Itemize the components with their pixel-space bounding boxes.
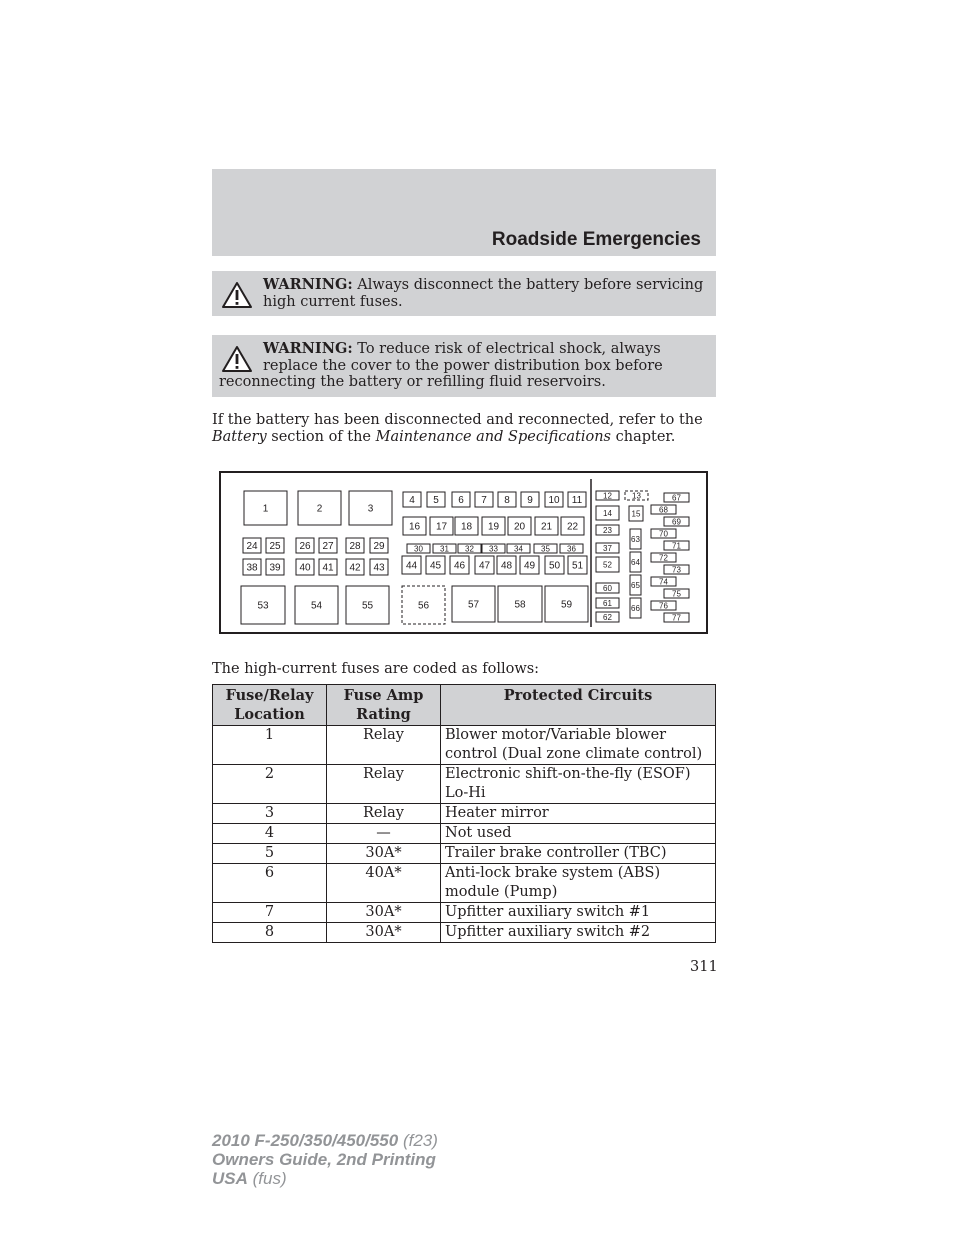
- fuse-slot-label: 46: [453, 560, 466, 572]
- fuse-slot-label: 19: [487, 521, 500, 533]
- fuse-slot-30: [407, 544, 430, 553]
- fuse-slot-label: 42: [349, 562, 361, 574]
- fuse-slot-label: 66: [631, 603, 640, 613]
- fuse-slot-39: [266, 559, 284, 575]
- fuse-slot-6: [452, 492, 470, 507]
- fuse-slot-55: [346, 586, 389, 624]
- fuse-slot-52: [596, 557, 619, 572]
- fuse-location-cell: 8: [213, 923, 327, 943]
- fuse-slot-label: 31: [440, 544, 449, 554]
- fuse-slot-45: [426, 556, 445, 574]
- fuse-slot-27: [319, 538, 337, 553]
- protected-circuit-cell: Electronic shift-on-the-fly (ESOF) Lo-Hi: [441, 765, 716, 804]
- fuse-slot-label: 28: [349, 541, 361, 553]
- fuse-slot-58: [498, 586, 542, 622]
- protected-circuit-cell: Upfitter auxiliary switch #2: [441, 923, 716, 943]
- fuse-rating-cell: Relay: [327, 726, 441, 765]
- fuse-table: [212, 684, 716, 943]
- fuse-rating-cell: 40A*: [327, 864, 441, 903]
- fuse-slot-label: 13: [632, 491, 641, 501]
- fuse-slot-1: [244, 491, 287, 525]
- fuse-slot-19: [482, 517, 505, 535]
- warning-label: WARNING:: [263, 276, 353, 293]
- fuse-slot-label: 38: [246, 562, 258, 574]
- fuse-slot-label: 24: [246, 541, 258, 553]
- fuse-slot-67: [664, 493, 689, 502]
- fuse-slot-76: [651, 601, 676, 610]
- fuse-slot-61: [596, 598, 619, 608]
- table-row: [213, 824, 716, 844]
- fuse-slot-label: 65: [631, 580, 640, 590]
- fuse-slot-25: [266, 538, 284, 553]
- fuse-slot-24: [243, 538, 261, 553]
- fuse-slot-38: [243, 559, 261, 575]
- fuse-slot-2: [298, 491, 341, 525]
- warning-triangle-icon: [221, 281, 253, 309]
- fuse-slot-label: 61: [603, 598, 612, 608]
- fuse-slot-49: [520, 556, 539, 574]
- fuse-slot-label: 16: [408, 521, 421, 533]
- fuse-slot-label: 35: [541, 544, 550, 554]
- document-footer: [212, 1131, 438, 1188]
- fuse-slot-28: [346, 538, 364, 553]
- fuse-slot-label: 34: [514, 544, 523, 554]
- fuse-slot-21: [535, 517, 558, 535]
- fuse-slot-label: 51: [571, 560, 584, 572]
- fuse-slot-50: [545, 556, 564, 574]
- fuse-slot-label: 73: [672, 565, 681, 575]
- fuse-slot-label: 9: [527, 495, 533, 507]
- fuse-slot-75: [664, 589, 689, 598]
- fuse-slot-label: 20: [513, 521, 526, 533]
- protected-circuit-cell: Upfitter auxiliary switch #1: [441, 903, 716, 923]
- warning-label: WARNING:: [263, 340, 353, 357]
- fuse-slot-73: [664, 565, 689, 574]
- fuse-slot-40: [296, 559, 314, 575]
- fuse-slot-label: 25: [269, 541, 281, 553]
- fuse-slot-11: [568, 492, 586, 507]
- fuse-slot-label: 75: [672, 589, 681, 599]
- fuse-slot-54: [295, 586, 338, 624]
- fuse-slot-72: [651, 553, 676, 562]
- footer-edition: Owners Guide, 2nd Printing: [212, 1150, 436, 1169]
- fuse-slot-label: 54: [310, 600, 323, 612]
- fuse-slot-label: 41: [322, 562, 334, 574]
- fuse-slot-label: 49: [523, 560, 536, 572]
- fuse-slot-label: 32: [465, 544, 474, 554]
- fuse-location-cell: 1: [213, 726, 327, 765]
- intro-text: section of the: [266, 428, 376, 445]
- fuse-slot-16: [403, 517, 426, 535]
- fuse-slot-12: [596, 491, 619, 500]
- coding-intro: The high-current fuses are coded as follows:: [212, 661, 540, 677]
- intro-text: If the battery has been disconnected and reconnected, refer to the: [212, 412, 703, 428]
- fuse-slot-label: 29: [373, 541, 385, 553]
- protected-circuit-cell: Trailer brake controller (TBC): [441, 844, 716, 864]
- fuse-location-cell: 2: [213, 765, 327, 804]
- fuse-slot-label: 70: [659, 529, 668, 539]
- power-distribution-box-diagram: [219, 471, 708, 634]
- fuse-slot-label: 59: [560, 599, 573, 611]
- footer-model: 2010 F-250/350/450/550: [212, 1131, 399, 1150]
- fuse-slot-label: 44: [405, 560, 418, 572]
- fuse-slot-41: [319, 559, 337, 575]
- fuse-slot-56: [402, 586, 445, 624]
- fuse-slot-label: 30: [414, 544, 423, 554]
- fuse-slot-7: [475, 492, 493, 507]
- footer-market: USA: [212, 1169, 248, 1188]
- fuse-slot-label: 63: [631, 534, 640, 544]
- fuse-slot-label: 11: [571, 495, 583, 507]
- fuse-slot-label: 36: [567, 544, 576, 554]
- fuse-slot-label: 12: [603, 491, 612, 501]
- fuse-slot-label: 27: [322, 541, 334, 553]
- fuse-slot-71: [664, 541, 689, 550]
- protected-circuit-cell: Blower motor/Variable blower control (Dual zone climate control): [441, 726, 716, 765]
- fuse-slot-4: [403, 492, 421, 507]
- fuse-slot-23: [596, 525, 619, 535]
- fuse-slot-label: 8: [504, 495, 510, 507]
- table-header-row: [213, 685, 716, 726]
- fuse-slot-label: 71: [672, 541, 681, 551]
- fuse-slot-13: [625, 491, 648, 500]
- fuse-slot-label: 48: [500, 560, 513, 572]
- fuse-slot-5: [427, 492, 445, 507]
- fuse-slot-label: 55: [361, 600, 374, 612]
- fuse-slot-label: 1: [262, 503, 269, 515]
- fuse-slot-label: 69: [672, 517, 681, 527]
- fuse-rating-cell: 30A*: [327, 903, 441, 923]
- fuse-slot-26: [296, 538, 314, 553]
- footer-market-code: (fus): [247, 1169, 287, 1188]
- fuse-slot-label: 47: [478, 560, 491, 572]
- fuse-rating-cell: Relay: [327, 765, 441, 804]
- fuse-slot-77: [664, 613, 689, 622]
- fuse-slot-label: 18: [460, 521, 473, 533]
- table-row: [213, 864, 716, 903]
- fuse-slot-35: [534, 544, 557, 553]
- fuse-slot-label: 45: [429, 560, 442, 572]
- fuse-slot-17: [430, 517, 453, 535]
- fuse-location-cell: 3: [213, 804, 327, 824]
- fuse-slot-59: [545, 586, 588, 622]
- header-location: Fuse/Relay Location: [213, 685, 327, 726]
- fuse-slot-label: 40: [299, 562, 311, 574]
- fuse-slot-36: [560, 544, 583, 553]
- fuse-slot-label: 60: [603, 583, 612, 593]
- fuse-slot-42: [346, 559, 364, 575]
- warning-box-shock: [212, 335, 716, 397]
- table-row: [213, 903, 716, 923]
- section-title: Roadside Emergencies: [491, 229, 701, 250]
- fuse-slot-label: 74: [659, 577, 668, 587]
- fuse-slot-label: 37: [603, 543, 612, 553]
- fuse-slot-69: [664, 517, 689, 526]
- footer-model-code: (f23): [398, 1131, 438, 1150]
- page-number: 311: [690, 959, 718, 975]
- warning-triangle-icon: [221, 345, 253, 373]
- fuse-slot-34: [507, 544, 530, 553]
- fuse-slot-37: [596, 543, 619, 553]
- fuse-slot-label: 52: [603, 560, 612, 570]
- fuse-slot-label: 62: [603, 612, 612, 622]
- fuse-slot-32: [458, 544, 481, 553]
- intro-text: chapter.: [611, 428, 676, 445]
- fuse-slot-label: 57: [467, 599, 480, 611]
- protected-circuit-cell: Not used: [441, 824, 716, 844]
- fuse-slot-label: 26: [299, 541, 311, 553]
- fuse-slot-label: 15: [631, 509, 641, 519]
- fuse-slot-label: 5: [433, 495, 439, 507]
- fuse-slot-22: [561, 517, 584, 535]
- fuse-slot-65: [630, 575, 641, 595]
- fuse-slot-57: [452, 586, 495, 622]
- fuse-slot-20: [508, 517, 531, 535]
- warning-text: Always disconnect the battery before servicing high current fuses.: [263, 277, 704, 310]
- fuse-rating-cell: 30A*: [327, 923, 441, 943]
- fuse-slot-label: 17: [435, 521, 448, 533]
- fuse-slot-31: [433, 544, 456, 553]
- fuse-slot-70: [651, 529, 676, 538]
- protected-circuit-cell: Heater mirror: [441, 804, 716, 824]
- fuse-slot-label: 23: [603, 525, 612, 535]
- fuse-slot-64: [630, 552, 641, 572]
- fuse-slot-8: [498, 492, 516, 507]
- fuse-location-cell: 5: [213, 844, 327, 864]
- fuse-location-cell: 6: [213, 864, 327, 903]
- fuse-slot-label: 14: [603, 508, 612, 518]
- fuse-slot-18: [455, 517, 478, 535]
- fuse-slot-label: 4: [409, 495, 415, 507]
- table-row: [213, 726, 716, 765]
- fuse-slot-label: 64: [631, 557, 640, 567]
- fuse-slot-label: 2: [316, 503, 323, 515]
- fuse-location-cell: 7: [213, 903, 327, 923]
- fuse-slot-63: [630, 529, 641, 549]
- table-row: [213, 923, 716, 943]
- warning-text: To reduce risk of electrical shock, always replace the cover to the power distribution box before reconnecting the battery or refilling fluid reservoirs.: [219, 341, 663, 390]
- fuse-slot-label: 3: [367, 503, 374, 515]
- fuse-slot-47: [475, 556, 494, 574]
- fuse-slot-68: [651, 505, 676, 514]
- fuse-slot-label: 76: [659, 601, 668, 611]
- fuse-slot-15: [629, 506, 643, 521]
- fuse-slot-44: [402, 556, 421, 574]
- fuse-slot-60: [596, 583, 619, 593]
- header-amp-rating: Fuse Amp Rating: [327, 685, 441, 726]
- battery-link-text: Battery: [212, 428, 267, 445]
- section-header-bar: [212, 169, 716, 256]
- fuse-slot-label: 56: [417, 600, 430, 612]
- table-row: [213, 765, 716, 804]
- fuse-slot-label: 33: [489, 544, 498, 554]
- fuse-slot-label: 7: [481, 495, 487, 507]
- fuse-slot-62: [596, 612, 619, 622]
- fuse-rating-cell: Relay: [327, 804, 441, 824]
- fuse-slot-label: 72: [659, 553, 668, 563]
- fuse-slot-9: [521, 492, 539, 507]
- fuse-slot-label: 43: [373, 562, 385, 574]
- fuse-rating-cell: —: [327, 824, 441, 844]
- fuse-slot-label: 50: [548, 560, 561, 572]
- fuse-slot-46: [450, 556, 469, 574]
- battery-reference-paragraph: [212, 412, 716, 445]
- fuse-slot-label: 67: [672, 493, 681, 503]
- fuse-slot-53: [241, 586, 285, 624]
- fuse-location-cell: 4: [213, 824, 327, 844]
- fuse-slot-label: 58: [514, 599, 526, 611]
- fuse-slot-43: [370, 559, 388, 575]
- fuse-slot-14: [596, 506, 619, 520]
- table-row: [213, 844, 716, 864]
- fuse-slot-label: 6: [458, 495, 464, 507]
- fuse-slot-label: 53: [257, 600, 269, 612]
- fuse-slot-48: [497, 556, 516, 574]
- warning-box-battery: [212, 271, 716, 316]
- fuse-slot-33: [482, 544, 505, 553]
- header-protected-circuits: Protected Circuits: [441, 685, 716, 726]
- fuse-rating-cell: 30A*: [327, 844, 441, 864]
- fuse-slot-label: 22: [566, 521, 579, 533]
- fuse-slot-66: [630, 598, 641, 618]
- chapter-link-text: Maintenance and Specifications: [375, 428, 611, 445]
- fuse-slot-label: 77: [672, 613, 681, 623]
- table-row: [213, 804, 716, 824]
- fuse-slot-29: [370, 538, 388, 553]
- protected-circuit-cell: Anti-lock brake system (ABS) module (Pump): [441, 864, 716, 903]
- fuse-slot-label: 21: [540, 521, 553, 533]
- fuse-slot-74: [651, 577, 676, 586]
- fuse-slot-10: [545, 492, 563, 507]
- fuse-slot-label: 68: [659, 505, 668, 515]
- fuse-slot-label: 39: [269, 562, 281, 574]
- fuse-slot-label: 10: [548, 495, 560, 507]
- fuse-slot-51: [568, 556, 587, 574]
- fuse-slot-3: [349, 491, 392, 525]
